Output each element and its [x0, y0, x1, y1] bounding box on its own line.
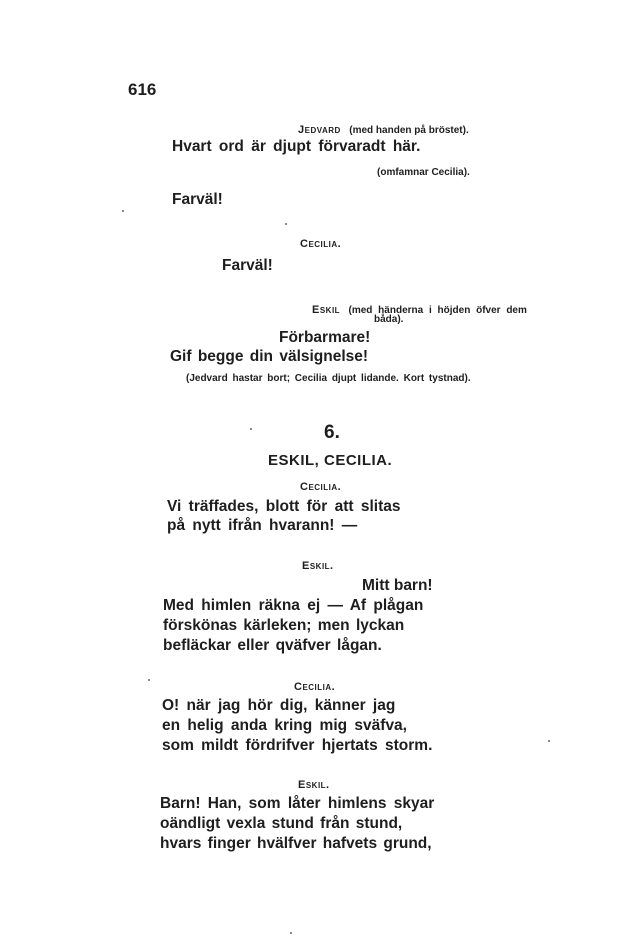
- speaker-name: Cecilia.: [300, 481, 342, 493]
- verse-line: Gif begge din välsignelse!: [170, 348, 369, 365]
- verse-line: Hvart ord är djupt förvaradt här.: [172, 138, 421, 155]
- speaker-name: Jedvard: [298, 124, 341, 136]
- verse-line: oändligt vexla stund från stund,: [160, 815, 403, 832]
- stage-direction: (med händerna i höjden öfver dem: [348, 305, 527, 316]
- verse-line: Förbarmare!: [279, 329, 371, 346]
- scan-speck: [285, 223, 287, 225]
- verse-line: Barn! Han, som låter himlens skyar: [160, 795, 435, 812]
- verse-line: befläckar eller qväfver lågan.: [163, 637, 382, 654]
- stage-direction-line: [312, 300, 527, 318]
- scan-speck: [290, 932, 292, 934]
- verse-line: Med himlen räkna ej — Af plågan: [163, 597, 424, 614]
- speaker-name: Eskil: [312, 304, 341, 316]
- stage-direction: (Jedvard hastar bort; Cecilia djupt lidande. Kort tystnad).: [186, 373, 471, 384]
- speaker-name: Eskil.: [302, 560, 334, 572]
- verse-line: som mildt fördrifver hjertats storm.: [162, 737, 433, 754]
- scan-speck: [148, 679, 150, 681]
- verse-line: förskönas kärleken; men lyckan: [163, 617, 405, 634]
- verse-line: Farväl!: [222, 257, 273, 274]
- verse-line: Vi träffades, blott för att slitas: [167, 498, 401, 515]
- speaker-name: Eskil.: [298, 779, 330, 791]
- scan-speck: [122, 210, 124, 212]
- stage-direction-line: [298, 120, 469, 138]
- scan-speck: [548, 740, 550, 742]
- verse-line: på nytt ifrån hvarann! —: [167, 517, 358, 534]
- verse-line: hvars finger hvälfver hafvets grund,: [160, 835, 432, 852]
- stage-direction: (omfamnar Cecilia).: [377, 167, 470, 178]
- stage-direction: (med handen på bröstet).: [349, 125, 469, 136]
- verse-line: Mitt barn!: [362, 577, 433, 594]
- page-number: 616: [128, 80, 157, 99]
- speaker-name: Cecilia.: [300, 238, 342, 250]
- verse-line: en helig anda kring mig sväfva,: [162, 717, 407, 734]
- speaker-name: Cecilia.: [294, 681, 336, 693]
- scan-speck: [250, 428, 252, 430]
- stage-direction: båda).: [374, 314, 404, 325]
- scene-number: 6.: [324, 422, 340, 443]
- scene-title: ESKIL, CECILIA.: [268, 452, 393, 469]
- verse-line: O! när jag hör dig, känner jag: [162, 697, 396, 714]
- verse-line: Farväl!: [172, 191, 223, 208]
